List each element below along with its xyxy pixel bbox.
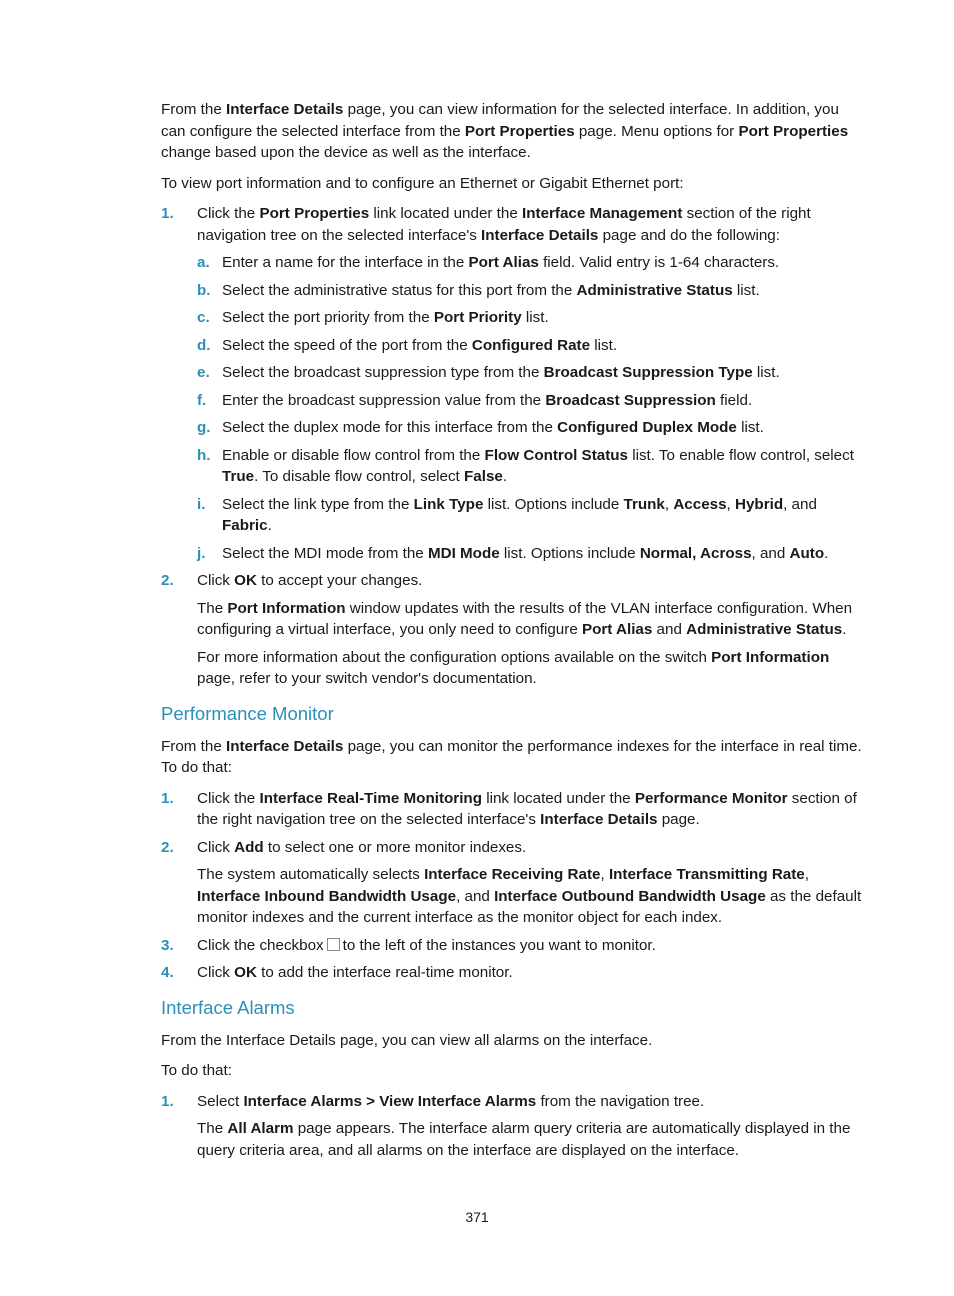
alarms-intro: From the Interface Details page, you can view all alarms on the interface. — [161, 1031, 653, 1049]
performance-intro: From the Interface Details page, you can monitor the performance indexes for the interface in real time. To do that: — [161, 737, 862, 776]
step-number: 2. — [161, 838, 174, 856]
substep-letter: h. — [197, 446, 211, 464]
substep-text: Select the broadcast suppression type from the Broadcast Suppression Type list. — [222, 364, 780, 381]
substep-text: Select the administrative status for this port from the Administrative Status list. — [222, 281, 760, 299]
substep-item — [161, 445, 864, 488]
step-number: 4. — [161, 964, 174, 981]
substep-letter: g. — [197, 419, 211, 436]
substep-text: Select the MDI mode from the MDI Mode list. Options include Normal, Across, and Auto. — [222, 544, 829, 562]
alarms-step-1 — [161, 1091, 864, 1113]
substep-letter: a. — [197, 254, 210, 271]
substep-item — [161, 494, 864, 537]
section-heading-performance-monitor: Performance Monitor — [161, 702, 334, 724]
step-number: 1. — [161, 1092, 174, 1110]
substep-text: Enter the broadcast suppression value from the Broadcast Suppression field. — [222, 391, 753, 409]
page-number: 371 — [465, 1209, 489, 1225]
step-1 — [161, 203, 864, 246]
substep-item — [161, 335, 864, 357]
substep-letter: j. — [197, 544, 206, 562]
substep-letter: d. — [197, 336, 211, 354]
step-text: Click OK to add the interface real-time monitor. — [197, 964, 513, 981]
perf-step-4 — [161, 962, 864, 984]
alarms-instruction: To do that: — [161, 1062, 232, 1079]
step-number: 1. — [161, 205, 174, 222]
perf-step-1 — [161, 788, 864, 831]
step-2-note: For more information about the configuration options available on the switch Port Information page, refer to your switch vendor's documentation. — [197, 648, 830, 687]
step-2 — [161, 570, 864, 592]
section-heading-interface-alarms: Interface Alarms — [161, 996, 295, 1018]
step-text: Click Add to select one or more monitor indexes. — [197, 838, 527, 856]
perf-step-2-note: The system automatically selects Interface Receiving Rate, Interface Transmitting Rate, Interface Inbound Bandwidth Usage, and Interface Outbound Bandwidth Usage as the default monitor indexes and the current interface as the monitor object for each index. — [197, 866, 862, 926]
substep-text: Select the port priority from the Port Priority list. — [222, 309, 549, 326]
step-2-result: The Port Information window updates with the results of the VLAN interface configuration. When configuring a virtual interface, you only need to configure Port Alias and Administrative Status. — [197, 599, 853, 638]
substep-item — [161, 362, 864, 384]
step-number: 2. — [161, 572, 174, 589]
step-text: Click the Interface Real-Time Monitoring link located under the Performance Monitor section of the right navigation tree on the selected interface's Interface Details page. — [197, 789, 857, 828]
substep-item — [161, 252, 864, 274]
substep-letter: i. — [197, 495, 206, 513]
substep-letter: b. — [197, 281, 211, 299]
substep-text: Select the link type from the Link Type list. Options include Trunk, Access, Hybrid, and Fabric. — [222, 495, 817, 534]
checkbox-icon — [327, 938, 340, 951]
substep-text: Select the speed of the port from the Configured Rate list. — [222, 336, 618, 354]
substep-list — [161, 252, 864, 564]
substep-item — [161, 307, 864, 329]
perf-step-3 — [161, 935, 864, 957]
step-text: Select Interface Alarms > View Interface Alarms from the navigation tree. — [197, 1092, 705, 1110]
intro-paragraph: From the Interface Details page, you can view information for the selected interface. In addition, you can configure the selected interface from the Port Properties page. Menu options for Port Properties change based upon the device as well as the interface. — [161, 101, 849, 161]
substep-text: Enter a name for the interface in the Port Alias field. Valid entry is 1-64 characters. — [222, 254, 780, 271]
substep-text: Select the duplex mode for this interface from the Configured Duplex Mode list. — [222, 419, 764, 436]
substep-letter: f. — [197, 391, 207, 409]
step-text: Click the Port Properties link located under the Interface Management section of the right navigation tree on the selected interface's Interface Details page and do the following: — [197, 205, 811, 244]
substep-item — [161, 417, 864, 439]
substep-text: Enable or disable flow control from the Flow Control Status list. To enable flow control, select True. To disable flow control, select False. — [222, 446, 854, 485]
substep-item — [161, 390, 864, 412]
substep-letter: e. — [197, 364, 210, 381]
substep-letter: c. — [197, 309, 210, 326]
perf-step-2 — [161, 837, 864, 859]
step-text: Click the checkbox to the left of the instances you want to monitor. — [197, 936, 656, 954]
document-body — [161, 99, 864, 1167]
alarms-step-1-note: The All Alarm page appears. The interface alarm query criteria are automatically displayed in the query criteria area, and all alarms on the interface are displayed on the interface. — [197, 1120, 851, 1159]
intro-instruction: To view port information and to configure an Ethernet or Gigabit Ethernet port: — [161, 174, 684, 192]
substep-item — [161, 543, 864, 565]
substep-item — [161, 280, 864, 302]
step-number: 3. — [161, 936, 174, 954]
step-text: Click OK to accept your changes. — [197, 572, 423, 589]
step-number: 1. — [161, 789, 174, 807]
